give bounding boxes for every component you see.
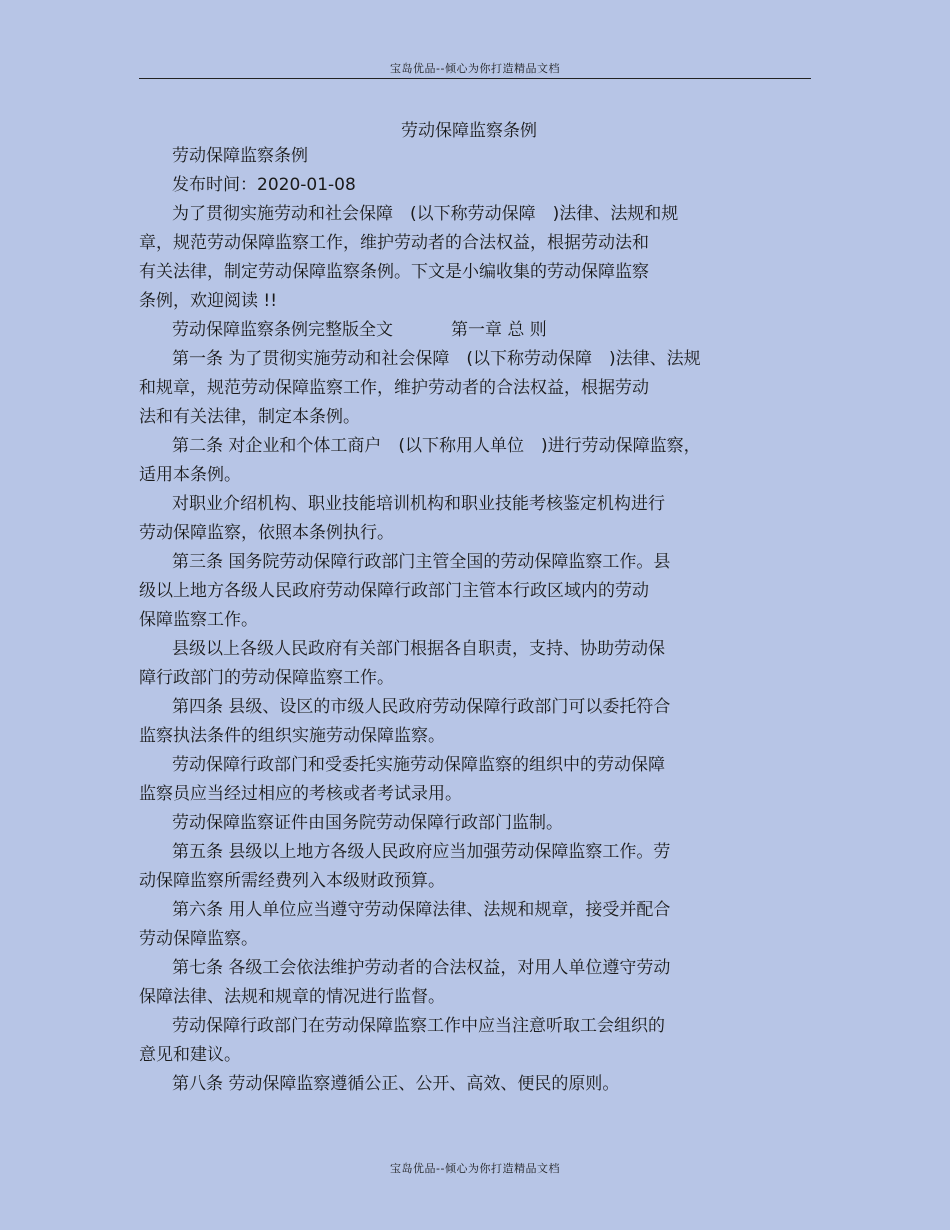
body-line bbox=[139, 1041, 819, 1070]
document-body bbox=[139, 142, 819, 1099]
body-line bbox=[139, 954, 819, 983]
body-line-text: 和规章，规范劳动保障监察工作，维护劳动者的合法权益，根据劳动 bbox=[139, 378, 649, 398]
body-line bbox=[139, 432, 819, 461]
body-line-text: 劳动保障行政部门和受委托实施劳动保障监察的组织中的劳动保障 bbox=[172, 755, 665, 775]
body-line-text: 劳动保障行政部门在劳动保障监察工作中应当注意听取工会组织的 bbox=[172, 1016, 665, 1036]
document-title: 劳动保障监察条例 bbox=[401, 121, 537, 141]
publish-date: 2020-01-08 bbox=[257, 175, 356, 195]
body-line-text: 劳动保障监察。 bbox=[139, 929, 258, 949]
body-line-text: 县级以上各级人民政府有关部门根据各自职责，支持、协助劳动保 bbox=[172, 639, 665, 659]
body-line bbox=[139, 374, 819, 403]
body-line bbox=[139, 200, 819, 229]
body-line-text: 保障法律、法规和规章的情况进行监督。 bbox=[139, 987, 445, 1007]
body-line-text: 章，规范劳动保障监察工作，维护劳动者的合法权益，根据劳动法和 bbox=[139, 233, 649, 253]
body-line-text: 保障监察工作。 bbox=[139, 610, 258, 630]
body-line-text: 第五条 县级以上地方各级人民政府应当加强劳动保障监察工作。劳 bbox=[172, 842, 671, 862]
body-line-text: 法和有关法律，制定本条例。 bbox=[139, 407, 360, 427]
body-line bbox=[139, 403, 819, 432]
page-footer: 宝岛优品--倾心为你打造精品文档 bbox=[390, 1162, 560, 1175]
body-line-text: 第四条 县级、设区的市级人民政府劳动保障行政部门可以委托符合 bbox=[172, 697, 671, 717]
body-line bbox=[139, 780, 819, 809]
body-line bbox=[139, 664, 819, 693]
body-line bbox=[139, 635, 819, 664]
body-line-text: 第七条 各级工会依法维护劳动者的合法权益，对用人单位遵守劳动 bbox=[172, 958, 671, 978]
body-line-text: 第六条 用人单位应当遵守劳动保障法律、法规和规章，接受并配合 bbox=[172, 900, 671, 920]
body-line-text: 适用本条例。 bbox=[139, 465, 241, 485]
body-line bbox=[139, 867, 819, 896]
body-line bbox=[139, 693, 819, 722]
publish-label: 发布时间： bbox=[172, 175, 257, 195]
header-divider bbox=[139, 78, 811, 79]
body-line-text: 对职业介绍机构、职业技能培训机构和职业技能考核鉴定机构进行 bbox=[172, 494, 665, 514]
body-line bbox=[139, 896, 819, 925]
page-header: 宝岛优品--倾心为你打造精品文档 bbox=[390, 62, 560, 75]
body-line-text: 劳动保障监察条例完整版全文 bbox=[172, 320, 393, 340]
body-line-text: 第八条 劳动保障监察遵循公正、公开、高效、便民的原则。 bbox=[172, 1074, 620, 1094]
body-line-text: 障行政部门的劳动保障监察工作。 bbox=[139, 668, 394, 688]
body-line-text: 意见和建议。 bbox=[139, 1045, 241, 1065]
body-line bbox=[139, 606, 819, 635]
body-line bbox=[139, 519, 819, 548]
body-line-text: 第三条 国务院劳动保障行政部门主管全国的劳动保障监察工作。县 bbox=[172, 552, 671, 572]
body-line bbox=[139, 809, 819, 838]
body-line bbox=[139, 461, 819, 490]
body-line-text: 劳动保障监察证件由国务院劳动保障行政部门监制。 bbox=[172, 813, 563, 833]
body-line bbox=[139, 925, 819, 954]
body-line bbox=[139, 1012, 819, 1041]
body-line bbox=[139, 838, 819, 867]
body-line-text: 有关法律，制定劳动保障监察条例。下文是小编收集的劳动保障监察 bbox=[139, 262, 649, 282]
body-line-text: 动保障监察所需经费列入本级财政预算。 bbox=[139, 871, 445, 891]
body-line-text: 条例，欢迎阅读 !! bbox=[139, 291, 278, 311]
body-line-text: 监察执法条件的组织实施劳动保障监察。 bbox=[139, 726, 445, 746]
body-line-text: 第一条 为了贯彻实施劳动和社会保障 (以下称劳动保障 )法律、法规 bbox=[172, 349, 701, 369]
body-line bbox=[139, 258, 819, 287]
body-line bbox=[139, 287, 819, 316]
body-line bbox=[139, 722, 819, 751]
body-line bbox=[139, 316, 819, 345]
body-line bbox=[139, 1070, 819, 1099]
body-line bbox=[139, 983, 819, 1012]
body-line bbox=[139, 229, 819, 258]
document-subtitle: 劳动保障监察条例 bbox=[172, 146, 308, 166]
body-line-text: 监察员应当经过相应的考核或者考试录用。 bbox=[139, 784, 462, 804]
body-line bbox=[139, 345, 819, 374]
body-line bbox=[139, 751, 819, 780]
body-line-text: 第二条 对企业和个体工商户 (以下称用人单位 )进行劳动保障监察， bbox=[172, 436, 701, 456]
body-line-text: 为了贯彻实施劳动和社会保障 (以下称劳动保障 )法律、法规和规 bbox=[172, 204, 679, 224]
publish-info bbox=[139, 171, 819, 200]
chapter-heading: 第一章 总 则 bbox=[451, 320, 547, 340]
body-line-text: 劳动保障监察，依照本条例执行。 bbox=[139, 523, 394, 543]
body-line bbox=[139, 548, 819, 577]
body-line bbox=[139, 577, 819, 606]
body-line bbox=[139, 490, 819, 519]
body-line-text: 级以上地方各级人民政府劳动保障行政部门主管本行政区域内的劳动 bbox=[139, 581, 649, 601]
